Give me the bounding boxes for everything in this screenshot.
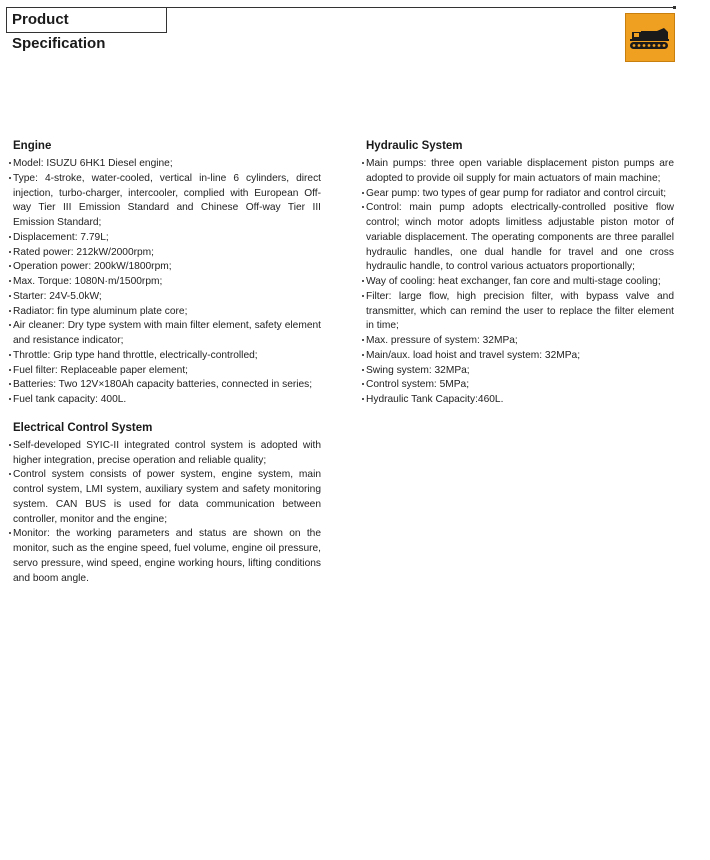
engine-list — [11, 157, 321, 408]
list-item: Main pumps: three open variable displacement piston pumps are adopted to provide oil supply for main actuators of main machine; — [364, 157, 674, 187]
electrical-title: Electrical Control System — [13, 421, 153, 434]
hydraulic-title: Hydraulic System — [366, 140, 463, 152]
left-column — [11, 138, 321, 586]
list-item: Starter: 24V-5.0kW; — [11, 290, 321, 305]
hydraulic-section — [364, 138, 674, 408]
list-item: Displacement: 7.79L; — [11, 231, 321, 246]
page-title: Product Specification — [6, 8, 167, 33]
list-item: Control system consists of power system, engine system, main control system, LMI system, auxiliary system and safety monitoring system. CAN BUS is used for data communication between controller, monitor and the engine; — [11, 468, 321, 527]
list-item: Type: 4-stroke, water-cooled, vertical in-line 6 cylinders, direct injection, turbo-charger, intercooler, complied with European Off-way Tier III Emission Standard and Chinese Off-way Tier III Emission Standard; — [11, 172, 321, 231]
list-item: Max. pressure of system: 32MPa; — [364, 334, 674, 349]
list-item: Model: ISUZU 6HK1 Diesel engine; — [11, 157, 321, 172]
hydraulic-list — [364, 157, 674, 408]
list-item: Rated power: 212kW/2000rpm; — [11, 246, 321, 261]
list-item: Radiator: fin type aluminum plate core; — [11, 305, 321, 320]
list-item: Fuel filter: Replaceable paper element; — [11, 364, 321, 379]
list-item: Operation power: 200kW/1800rpm; — [11, 260, 321, 275]
page-header — [6, 7, 674, 52]
engine-title: Engine — [13, 140, 52, 152]
crawler-crane-icon — [625, 13, 675, 62]
list-item: Filter: large flow, high precision filter, with bypass valve and transmitter, which can remind the user to replace the filter element in time; — [364, 290, 674, 334]
list-item: Swing system: 32MPa; — [364, 364, 674, 379]
list-item: Control system: 5MPa; — [364, 378, 674, 393]
list-item: Air cleaner: Dry type system with main filter element, safety element and resistance indicator; — [11, 319, 321, 349]
list-item: Main/aux. load hoist and travel system: 32MPa; — [364, 349, 674, 364]
list-item: Monitor: the working parameters and status are shown on the monitor, such as the engine speed, fuel volume, engine oil pressure, servo pressure, wind speed, engine working hours, lifting conditions and boom angle. — [11, 527, 321, 586]
list-item: Gear pump: two types of gear pump for radiator and control circuit; — [364, 187, 674, 202]
right-column — [364, 138, 674, 408]
list-item: Hydraulic Tank Capacity:460L. — [364, 393, 674, 408]
list-item: Self-developed SYIC-II integrated control system is adopted with higher integration, precise operation and reliable quality; — [11, 439, 321, 469]
electrical-list — [11, 439, 321, 587]
list-item: Throttle: Grip type hand throttle, electrically-controlled; — [11, 349, 321, 364]
header-rule-end — [673, 6, 676, 9]
list-item: Control: main pump adopts electrically-controlled positive flow control; winch motor adopts limitless adjustable piston motor of variable displacement. The operating components are three parallel hydraulic handles, one dual handle for travel and one cross hydraulic handle, to control various actuators proportionally; — [364, 201, 674, 275]
list-item: Batteries: Two 12V×180Ah capacity batteries, connected in series; — [11, 378, 321, 393]
list-item: Fuel tank capacity: 400L. — [11, 393, 321, 408]
crawler-crane-icon-graphic — [625, 13, 675, 62]
electrical-section — [11, 420, 321, 587]
engine-section — [11, 138, 321, 408]
list-item: Max. Torque: 1080N·m/1500rpm; — [11, 275, 321, 290]
list-item: Way of cooling: heat exchanger, fan core and multi-stage cooling; — [364, 275, 674, 290]
